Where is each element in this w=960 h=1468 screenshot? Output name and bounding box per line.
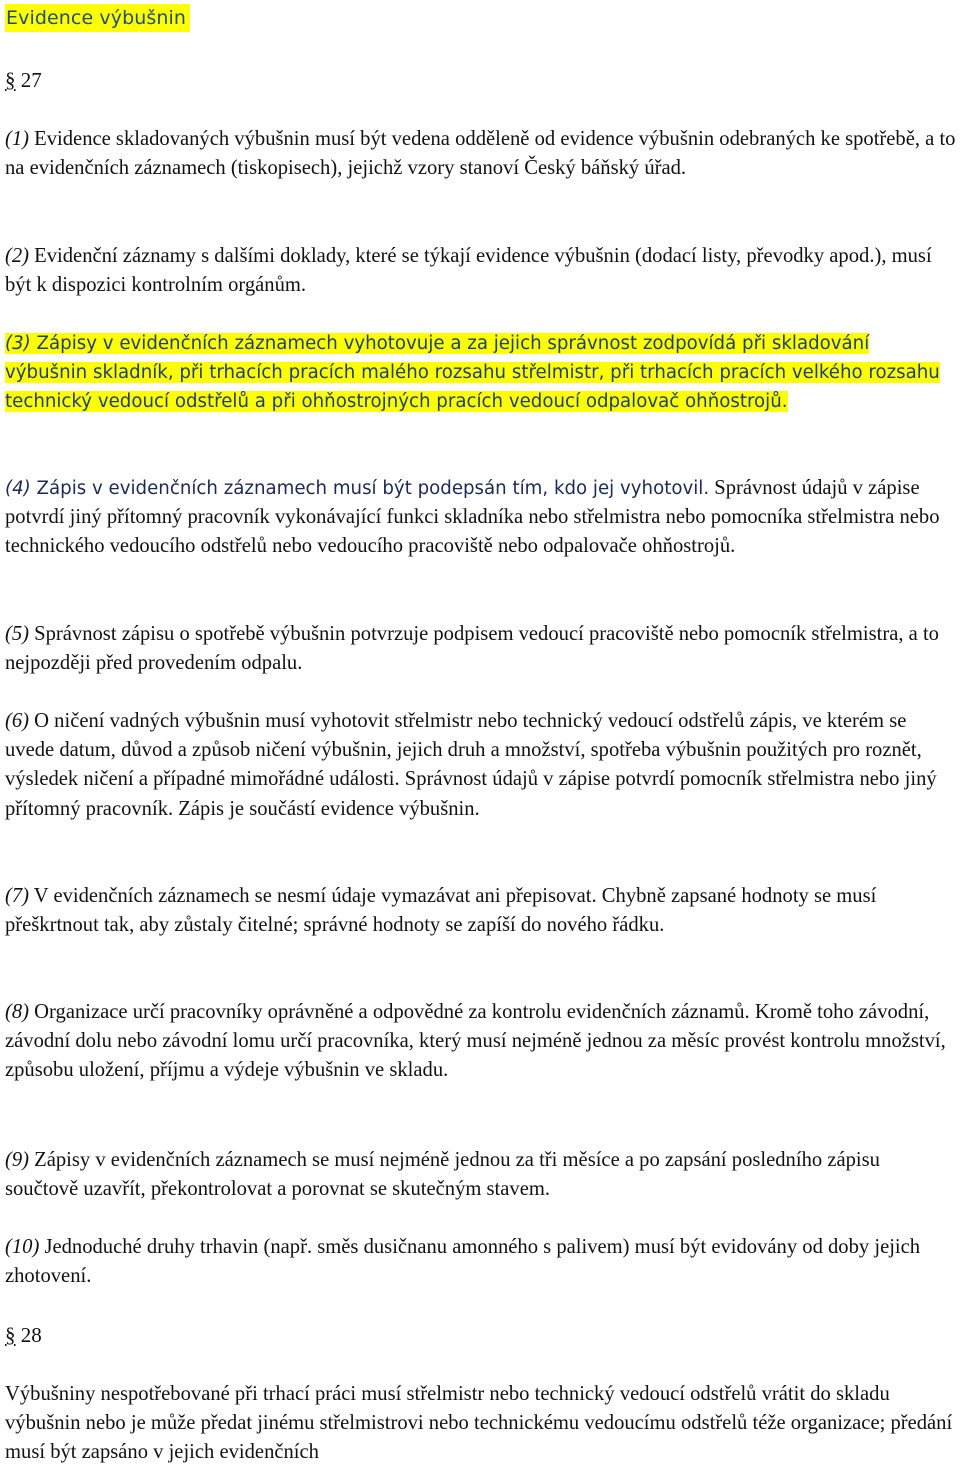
paragraph-text: Evidenční záznamy s dalšími doklady, které se týkají evidence výbušnin (dodací listy, převodky apod.), musí být k dispozici kontrolním orgánům. — [5, 245, 932, 297]
paragraph-10 — [5, 1233, 957, 1291]
section-number: 27 — [20, 68, 42, 92]
paragraph-number: (3) — [5, 333, 31, 354]
paragraph-text: Zápisy v evidenčních záznamech vyhotovuje a za jejich správnost zodpovídá při skladování výbušnin skladník, při trhacích pracích malého rozsahu střelmistr, při trhacích pracích velkého rozsahu technický vedoucí odstřelů a při ohňostrojných pracích vedoucí odpalovač ohňostrojů. — [5, 333, 940, 413]
paragraph-text: Výbušniny nespotřebované při trhací práci musí střelmistr nebo technický vedoucí odstřelů vrátit do skladu výbušnin nebo je může předat jinému střelmistrovi nebo technickému vedoucímu odstřelů téže organizace; předání musí být zapsáno v jejich evidenčních — [5, 1383, 953, 1464]
paragraph-text: O ničení vadných výbušnin musí vyhotovit střelmistr nebo technický vedoucí odstřelů zápis, ve kterém se uvede datum, důvod a způsob ničení výbušnin, jejich druh a množství, spotřeba výbušnin použitých pro roznět, výsledek ničení a případné mimořádné události. Správnost údajů v zápise potvrdí pomocník střelmistra nebo jiný přítomný pracovník. Zápis je součástí evidence výbušnin. — [5, 710, 937, 820]
section-symbol: § — [5, 1323, 16, 1347]
paragraph-text: V evidenčních záznamech se nesmí údaje vymazávat ani přepisovat. Chybně zapsané hodnoty se musí přeškrtnout tak, aby zůstaly čitelné; správné hodnoty se zapíší do nového řádku. — [5, 885, 877, 937]
paragraph-number: (5) — [5, 623, 30, 645]
paragraph-2 — [5, 242, 957, 300]
page-title: Evidence výbušnin — [5, 4, 190, 32]
paragraph-sentence-1 — [5, 478, 709, 499]
paragraph-7 — [5, 882, 957, 940]
paragraph-number: (4) — [5, 478, 31, 499]
highlighted-text — [5, 333, 940, 412]
paragraph-number: (6) — [5, 710, 30, 732]
section-28-paragraph — [5, 1380, 957, 1468]
section-symbol: § — [5, 68, 16, 92]
section-heading-27 — [5, 66, 42, 94]
section-heading-28 — [5, 1321, 42, 1349]
paragraph-text: Zápis v evidenčních záznamech musí být podepsán tím, kdo jej vyhotovil. — [30, 478, 710, 499]
paragraph-number: (1) — [5, 128, 30, 150]
paragraph-text: Organizace určí pracovníky oprávněné a odpovědné za kontrolu evidenčních záznamů. Kromě toho závodní, závodní dolu nebo závodní lomu určí pracovníka, který musí nejméně jednou za měsíc provést kontrolu množství, způsobu uložení, příjmu a výdeje výbušnin ve skladu. — [5, 1001, 946, 1082]
paragraph-3-highlighted — [5, 329, 957, 417]
paragraph-number: (2) — [5, 245, 30, 267]
paragraph-8 — [5, 998, 957, 1086]
section-number: 28 — [20, 1323, 42, 1347]
paragraph-text: Jednoduché druhy trhavin (např. směs dusičnanu amonného s palivem) musí být evidovány od doby jejich zhotovení. — [5, 1236, 921, 1288]
paragraph-text: Zápisy v evidenčních záznamech se musí nejméně jednou za tři měsíce a po zapsání posledního zápisu součtově uzavřít, překontrolovat a porovnat se skutečným stavem. — [5, 1149, 880, 1201]
paragraph-number: (7) — [5, 885, 30, 907]
paragraph-5 — [5, 620, 957, 678]
paragraph-1 — [5, 125, 957, 183]
paragraph-text: Správnost zápisu o spotřebě výbušnin potvrzuje podpisem vedoucí pracoviště nebo pomocník střelmistra, a to nejpozději před provedením odpalu. — [5, 623, 939, 675]
paragraph-text: Evidence skladovaných výbušnin musí být vedena odděleně od evidence výbušnin odebraných ke spotřebě, a to na evidenčních záznamech (tiskopisech), jejichž vzory stanoví Český báňský úřad. — [5, 128, 956, 180]
paragraph-number: (10) — [5, 1236, 40, 1258]
paragraph-text: Správnost údajů v zápise potvrdí jiný přítomný pracovník vykonávající funkci skladníka nebo střelmistra nebo pomocníka střelmistra nebo technického vedoucího odstřelů nebo vedoucího pracoviště nebo odpalovače ohňostrojů. — [5, 477, 940, 558]
paragraph-number: (8) — [5, 1001, 30, 1023]
paragraph-9 — [5, 1146, 957, 1204]
paragraph-4 — [5, 474, 957, 562]
paragraph-6 — [5, 707, 957, 824]
paragraph-number: (9) — [5, 1149, 30, 1171]
